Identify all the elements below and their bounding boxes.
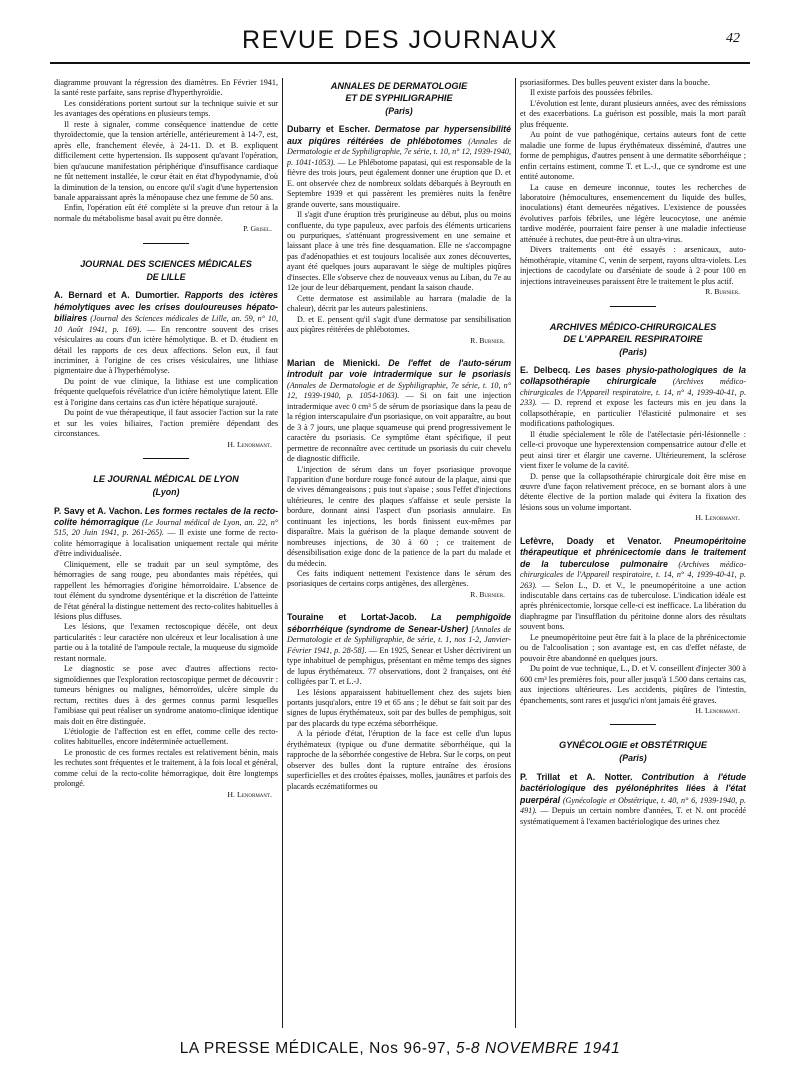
journal-heading: LE JOURNAL MÉDICAL DE LYON [93, 474, 239, 485]
journal-city: (Paris) [619, 346, 647, 357]
journal-heading: GYNÉCOLOGIE et OBSTÉTRIQUE [558, 740, 708, 751]
section-rule [610, 306, 656, 307]
page-title: REVUE DES JOURNAUX [242, 26, 558, 54]
paragraph: Enfin, l'opération eût été complète si la preuve d'un retour à la normale du métabolisme basal avait pu être donnée. [54, 203, 278, 223]
article-text: — Si on fait une injection intradermique avec 0 cm³ 5 de sérum de psoriasique dans la peau de la région interscapulaire d'un psoriasique, on voit apparaître, au bout de 3 à 7 jours, une plaque squameuse qui prend progressivement le caractère du psoriasis. Ce symptôme étant spécifique, il peut permettre de reconnaître avec certitude un psoriasis du cuir chevelu de diagnostic difficile. [287, 391, 511, 464]
journal-heading-line2: ET DE SYPHILIGRAPHIE [345, 93, 453, 103]
section-rule [143, 458, 189, 459]
article-heading [287, 612, 511, 687]
article-heading [520, 772, 746, 827]
article-text: — En 1925, Senear et Usher décrivirent un type inhabituel de pemphigus, présentant en même temps des signes de lupus érythémateux. 77 observations, dont 2 françaises, ont été colligées par T. et L.-J. [287, 645, 511, 687]
page-number: 42 [726, 31, 740, 46]
paragraph: L'injection de sérum dans un foyer psoriasique provoque l'apparition d'une bordure rouge foncé autour de la plaque, ainsi que de vives démangeaisons ; puis tout s'apaise ; sous l'effet d'injections ultérieures, le centre des plaques s'affaisse et seule persiste la bordure, donnant ainsi l'aspect d'un psoriasis annulaire. En continuant les injections, les bords finissent eux-mêmes par disparaître. Mais la guérison de la plaque demande souvent de nombreuses injections, de 30 à 60 ; ce traitement de désensibilisation exige donc de la patience de la part du malade et du médecin. [287, 464, 511, 568]
paragraph: L'étiologie de l'affection est en effet, comme celle des recto-colites habituelles, encore indéterminée actuellement. [54, 727, 278, 747]
paragraph: Le pronostic de ces formes rectales est relativement bénin, mais les rechutes sont fréquentes et le traitement, à la fois local et général, comme celui de la recto-colite hémorragique, doit être longtemps prolongé. [54, 747, 278, 789]
paragraph: Les considérations portent surtout sur la technique suivie et sur les avantages des opérations en plusieurs temps. [54, 98, 278, 119]
article-source: (Journal des Sciences médicales de Lille, an. 59, n° 10, 10 Août 1941, p. 169). [54, 314, 278, 334]
journal-heading: ANNALES DE DERMATOLOGIE [330, 81, 468, 91]
paragraph: D. pense que la collapsothérapie chirurgicale doit être mise en œuvre d'une façon relativement précoce, en se bornant alors à une détente élective de la portion malade qui évitera la fixation des lésions sous un volume important. [520, 471, 746, 512]
article-source: (Gynécologie et Obstétrique, t. 40, n° 6, 1939-1940, p. 491). [520, 795, 746, 816]
paragraph: psoriasiformes. Des bulles peuvent exister dans la bouche. [520, 78, 710, 87]
signature: R. Burnier. [705, 287, 740, 297]
column-divider [282, 78, 283, 1028]
article-source: (Archives médico-chirurgicales de l'Appareil respiratoire, t. 14, n° 4, 1939-40-41, p. 233). [520, 377, 746, 408]
footer-date: 5-8 NOVEMBRE 1941 [455, 1040, 621, 1057]
paragraph: D. et E. pensent qu'il s'agit d'une dermatose par sensibilisation aux piqûres réitérées de phlébotomes. [287, 314, 511, 335]
article-authors: A. Bernard et A. Dumortier. [54, 290, 180, 301]
section-rule [610, 724, 656, 725]
article-text: — Il existe une forme de recto-colite hémorragique à localisation uniquement rectale qui mérite d'être individualisée. [54, 528, 278, 559]
column-divider [515, 78, 516, 1028]
column-right [520, 78, 746, 1028]
paragraph: Les lésions, que l'examen rectoscopique décèle, ont deux particularités : leur caractère non ulcéreux et leur localisation à une partie ou à la totalité de l'ampoule rectale, la muqueuse du sigmoïde restant normale. [54, 622, 278, 663]
article-title: Les bases physio-pathologiques de la collapsothérapie chirurgicale [520, 364, 746, 387]
paragraph: Le diagnostic se pose avec d'autres affections recto-sigmoïdiennes que l'exploration rectoscopique permet de découvrir : tumeurs bénignes ou malignes, hémorroïdes, ulcère simple du rectum, rectites dues à des germes connus parmi lesquelles l'amibiase qui peut réaliser un syndrome anatomo-clinique identique mais doit en être distinguée. [54, 664, 278, 726]
signature: R. Burnier. [470, 335, 505, 345]
article-text: — Le Phlébotome papatasi, qui est responsable de la fièvre des trois jours, peut également donner une éruption que D. et E. ont observée chez de nombreux soldats débarqués à Beyrouth en Septembre 1939 et qui passèrent les premières nuits la fenêtre grande ouverte, sans moustiquaire. [287, 157, 511, 209]
paragraph: Ces faits indiquent nettement l'existence dans le sérum des psoriasiques de certains corps antigènes, des allergènes. [287, 569, 511, 589]
signature: R. Burnier. [470, 589, 505, 599]
article-authors: Touraine et Lortat-Jacob. [287, 612, 417, 623]
article-title: Les formes rectales de la recto-colite hémorragique [54, 505, 278, 527]
article-source: (Annales de Dermatologie et de Syphiligraphie, 7e série, t. 10, n° 12, 1939-1940, p. 1041-1053). [287, 136, 511, 167]
column-left [54, 78, 278, 1028]
article-authors: P. Trillat et A. Notter. [520, 771, 633, 782]
paragraph: Cliniquement, elle se traduit par un seul symptôme, des hémorragies de sang rouge, peu abondantes mais répétées, qui rappellent les hémorragies d'origine hémorroïdaire. L'absence de tout élément du syndrome dysentérique et la discrétion de l'atteinte de l'état général la distingue nettement des recto-colites habituelles à lésions plus diffuses. [54, 559, 278, 622]
journal-city: (Paris) [619, 753, 647, 764]
section-rule [143, 243, 189, 244]
journal-heading: ARCHIVES MÉDICO-CHIRURGICALES [549, 321, 717, 332]
article-title: Pneumopéritoine thérapeutique et phrénicectomie dans le traitement de la tuberculose pulmonaire [520, 535, 746, 569]
paragraph: Il s'agit d'une éruption très prurigineuse au début, plus ou moins confluente, du type papuleux, avec parfois des éléments urticariens ou purpuriques, s'atténuant progressivement en une semaine et laissant place à une très fine desquamation. Elle ne s'accompagne pas d'adénopathies et est toujours localisée aux zones découvertes, ayant été quelques jours auparavant le siège de multiples piqûres d'insectes. Elle s'observe chez de nouveaux venus au Liban, du 7e au 12e jour de leur débarquement, pendant la saison chaude. [287, 210, 511, 293]
column-middle [287, 78, 511, 1028]
article-authors: Marian de Mienicki. [287, 357, 381, 368]
signature: H. Lenormant. [227, 789, 272, 799]
article-authors: E. Delbecq. [520, 364, 571, 375]
article-heading [54, 506, 278, 560]
paragraph: Cette dermatose est assimilable au harrara (maladie de la chaleur), décrit par les auteurs palestiniens. [287, 293, 511, 314]
article-text: — Depuis un certain nombre d'années, T. et N. ont procédé systématiquement à l'examen bactériologique des urines chez [520, 806, 746, 826]
journal-heading-line2: DE L'APPAREIL RESPIRATOIRE [563, 333, 703, 344]
article-title: La pemphigoïde séborrhéique (syndrome de Senear-Usher) [287, 612, 511, 634]
article-source: (Archives médico-chirurgicales de l'Appareil respiratoire, t. 14, n° 4, 1939-40-41, p. 263). [520, 559, 746, 590]
article-heading [520, 365, 746, 430]
article-title: Dermatose par hypersensibilité aux piqûres réitérées de phlébotomes [287, 124, 511, 146]
article-title: Rapports des ictères hémolytiques avec les crises douloureuses hépato-biliaires [54, 290, 278, 324]
article-authors: P. Savy et A. Vachon. [54, 505, 143, 516]
article-text: — D. reprend et expose les facteurs mis en jeu dans la collapsothérapie, en particulier l'élasticité pulmonaire et ses modifications pathologiques. [520, 398, 746, 429]
paragraph: Du point de vue clinique, la lithiase est une complication fréquente quelquefois révélatrice d'un ictère hémolytique latent. Elle est à l'origine dans certains cas d'un ictère hépatique surajouté. [54, 376, 278, 407]
paragraph: Il reste à signaler, comme conséquence inattendue de cette thyroïdectomie, que la tension artérielle, antérieurement à 14-7, est, après elle, franchement élevée, à 24-11. D. et B. expliquent difficilement cette hypertension. Ils supposent qu'avant l'opération, bien qu'aucune manifestation périphérique d'insuffisance cardiaque ne fût nettement installée, le cœur était en état d'hypodynamie, d'où la diminution de la tension, ou encore qu'il s'agit d'une hypertension banale apparaissant après la ménopause chez une femme de 50 ans. [54, 119, 278, 202]
signature: H. Lenormant. [695, 706, 740, 716]
signature: P. Grisel. [243, 224, 272, 234]
article-source: (Annales de Dermatologie et de Syphiligraphie, 7e série, t. 10, n° 12, 1939-1940, p. 1054-1063). [287, 380, 511, 401]
paragraph: Du point de vue thérapeutique, il faut associer l'action sur la rate et sur les voies biliaires, l'action première dépendant des circonstances. [54, 408, 278, 439]
journal-heading: JOURNAL DES SCIENCES MÉDICALES [80, 258, 252, 269]
article-title: De l'effet de l'auto-sérum introduit par voie intradermique sur le psoriasis [287, 357, 511, 380]
signature: H. Lenormant. [227, 439, 272, 449]
journal-city: (Lyon) [152, 487, 180, 498]
page-footer [0, 1040, 800, 1058]
article-authors: Dubarry et Escher. [287, 124, 371, 135]
article-authors: Lefèvre, Doady et Venator. [520, 535, 662, 546]
footer-publication: LA PRESSE MÉDICALE, Nos 96-97, [179, 1040, 451, 1057]
page-header [50, 22, 750, 64]
article-heading [287, 358, 511, 465]
signature: H. Lenormant. [695, 513, 740, 523]
article-title: Contribution à l'étude bactériologique des pyélonéphrites liées à l'état puerpéral [520, 771, 746, 805]
article-source: (Le Journal médical de Lyon, an. 22, n° 515, 20 Juin 1941, p. 261-265). [54, 517, 278, 538]
journal-city: DE LILLE [146, 271, 186, 282]
article-heading [287, 124, 511, 210]
journal-city: (Paris) [385, 106, 413, 116]
paragraph: Les lésions apparaissent habituellement chez des sujets bien portants jusqu'alors, entre 19 et 65 ans ; le début se fait soit par des signes de lupus érythémateux, soit par des bulles de pemphigus, soit par des placards du type eczéma séborrhéique. [287, 687, 511, 728]
article-source: [Annales de Dermatologie et de Syphiligraphie, 8e série, t. 1, nos 1-2, Janvier-Février 1941, p. 28-58]. [287, 624, 511, 655]
article-text: — Selon L., D. et V., le pneumopéritoine a une action indiscutable dans certains cas de tuberculose. L'indication idéale est après phrénicectomie, lorsque celle-ci est inefficace. La libération du diaphragme par l'insufflation du péritoine donne alors des résultats souvent bons. [520, 580, 746, 632]
paragraph: Du point de vue technique, L., D. et V. conseillent d'injecter 300 à 600 cm³ les premières fois, pour aller jusqu'à 1.500 dans certains cas, aux injections ultérieures. Les accidents, piqûres de l'intestin, épanchements, sont rares et jusqu'ici n'ont jamais été graves. [520, 664, 746, 705]
article-text: — En rencontre souvent des crises vésiculaires au cours d'un ictère hémolytique. B. et D. étudient en détail les rapports de ces deux affections. Selon eux, il faut incriminer, à l'origine de ces crises vésiculaires, une lithiase pigmentaire due à l'hyperhémolyse. [54, 324, 278, 376]
paragraph: diagramme prouvant la régression des diamètres. En Février 1941, la santé reste parfaite, sans reprise d'hyperthyroïdie. [54, 78, 278, 98]
paragraph: Divers traitements ont été essayés : arsenicaux, auto-hémothérapie, vitamine C, venin de serpent, rayons ultra-violets. Les injections de cacodylate ou d'arséniate de soude à 2 pour 100 en injections intraveineuses paraissent être le traitement le plus actif. [520, 245, 746, 286]
article-heading [520, 536, 746, 633]
paragraph: A la période d'état, l'éruption de la face est celle d'un lupus érythémateux (typique ou d'une dermatite séborrhéique, qui la rapproche de la séborrhée congestive de Hebra. Sur le corps, on peut observer des bulles dont la rupture entraîne des érosions superficielles et des croûtes épaisses, molles, jaunâtres et parfois des placards eczématiformes ou [287, 729, 511, 791]
paragraph: Il existe parfois des poussées fébriles. [530, 88, 653, 98]
paragraph: Au point de vue pathogénique, certains auteurs font de cette maladie une forme de lupus érythémateux disséminé, d'autres une forme de pemphigus, d'autres pensent à une dermatite séborrhéique ; enfin certains estiment, comme T. et L.-J., que ce syndrome est une entité autonome. [520, 130, 746, 182]
paragraph: L'évolution est lente, durant plusieurs années, avec des rémissions et des exacerbations. La guérison est possible, mais la mort paraît plus fréquente. [520, 98, 746, 129]
paragraph: Le pneumopéritoine peut être fait à la place de la phrénicectomie ou de l'alcoolisation ; son avantage est, en cas d'effet néfaste, de pouvoir être abandonné en quelques jours. [520, 632, 746, 663]
paragraph: La cause en demeure inconnue, toutes les recherches de laboratoire (hémocultures, ensemencement du liquide des bulles, inoculations) étant demeurées négatives. L'existence de poussées évolutives parfois fébriles, une légère leucocytose, une anémie tardive modérée, pourraient faire penser à une maladie infectieuse atténuée à rechutes, due peut-être à un ultra-virus. [520, 182, 746, 244]
article-heading [54, 290, 278, 377]
paragraph: Il étudie spécialement le rôle de l'atélectasie péri-lésionnelle : celle-ci provoque une hyperextension compensatrice autour d'elle et peut ainsi tirer et élargir une caverne. Ultérieurement, la sclérose vient fixer le volume de la cavité. [520, 429, 746, 471]
